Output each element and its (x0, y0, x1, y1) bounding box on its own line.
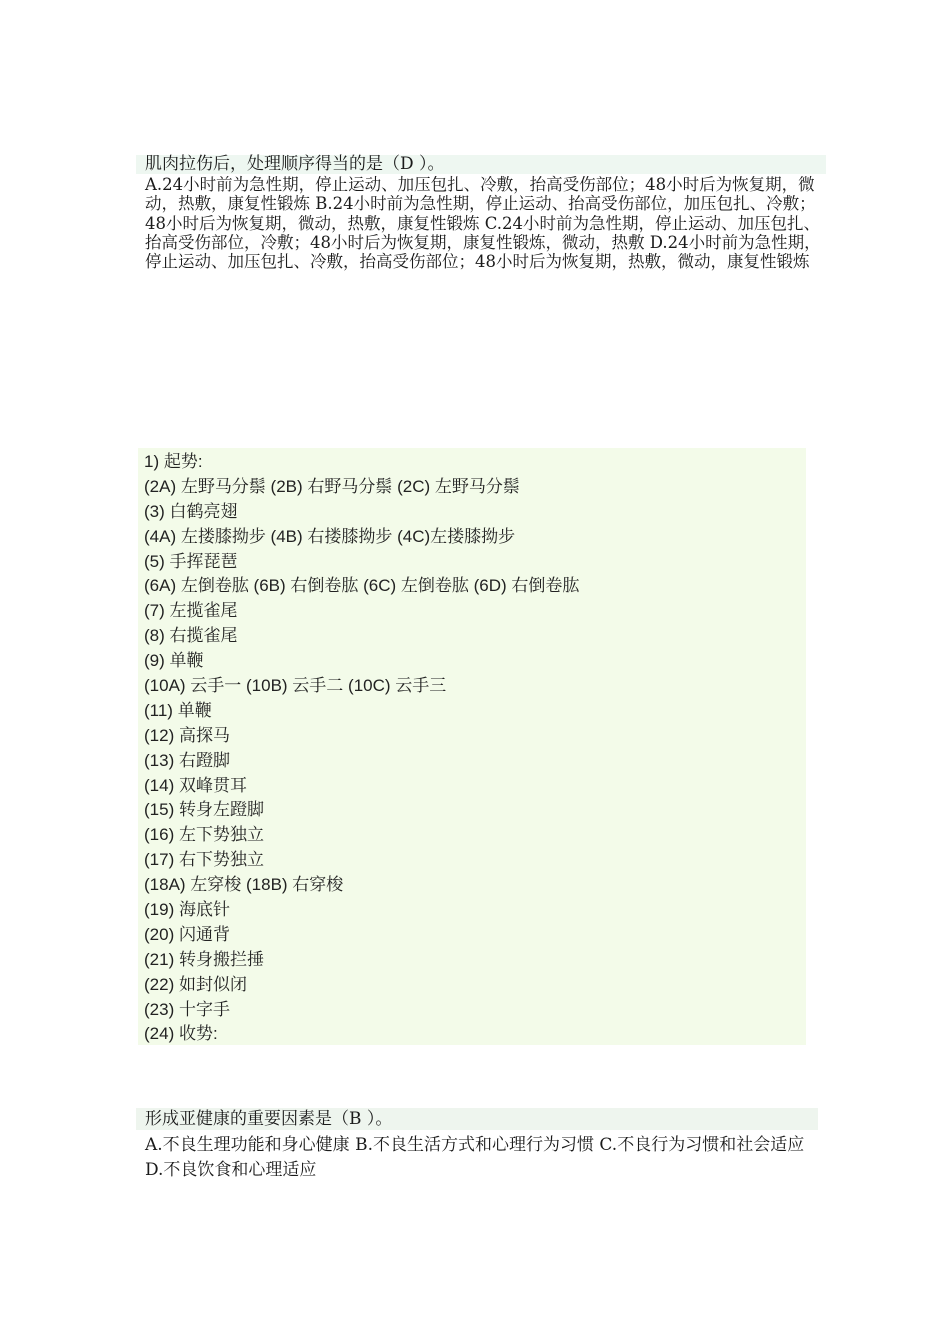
move-item: (17) 右下势独立 (144, 850, 264, 870)
move-item: (10A) 云手一 (10B) 云手二 (10C) 云手三 (144, 676, 447, 696)
question-1 (136, 155, 826, 271)
question-1-options: A.24小时前为急性期，停止运动、加压包扎、冷敷，抬高受伤部位；48小时后为恢复期，微动，热敷，康复性锻炼 B.24小时前为急性期，停止运动、抬高受伤部位，加压包扎、冷敷；48小时后为恢复期，微动，热敷，康复性锻炼 C.24小时前为急性期，停止运动、加压包扎、抬高受伤部位，冷敷；48小时后为恢复期，康复性锻炼，微动，热敷 D.24小时前为急性期，停止运动、加压包扎、冷敷，抬高受伤部位；48小时后为恢复期，热敷，微动，康复性锻炼 (145, 175, 821, 272)
move-item: (18A) 左穿梭 (18B) 右穿梭 (144, 875, 344, 895)
move-item: (13) 右蹬脚 (144, 750, 230, 770)
move-item: (14) 双峰贯耳 (144, 775, 247, 795)
move-item: (12) 高探马 (144, 725, 230, 745)
move-item: (22) 如封似闭 (144, 974, 247, 994)
move-item: (2A) 左野马分鬃 (2B) 右野马分鬃 (2C) 左野马分鬃 (144, 476, 520, 496)
move-item: (20) 闪通背 (144, 924, 230, 944)
move-item: (6A) 左倒卷肱 (6B) 右倒卷肱 (6C) 左倒卷肱 (6D) 右倒卷肱 (144, 576, 580, 596)
move-item: (4A) 左搂膝拗步 (4B) 右搂膝拗步 (4C)左搂膝拗步 (144, 526, 516, 546)
move-item: (9) 单鞭 (144, 651, 204, 671)
move-item: (11) 单鞭 (144, 700, 212, 720)
question-2-title: 形成亚健康的重要因素是（B ）。 (136, 1108, 818, 1130)
move-item: (23) 十字手 (144, 999, 230, 1019)
move-item: (5) 手挥琵琶 (144, 551, 238, 571)
move-item: (8) 右揽雀尾 (144, 626, 238, 646)
question-2-options: A.不良生理功能和身心健康 B.不良生活方式和心理行为习惯 C.不良行为习惯和社会适应 D.不良饮食和心理适应 (145, 1135, 805, 1180)
move-item: (15) 转身左蹬脚 (144, 800, 264, 820)
move-item: 1) 起势: (144, 452, 203, 471)
question-2 (136, 1108, 818, 1183)
move-item: (19) 海底针 (144, 900, 230, 920)
move-item: (7) 左揽雀尾 (144, 601, 238, 621)
move-item: (24) 收势: (144, 1024, 218, 1044)
taichi-moves-list (138, 448, 806, 1045)
move-item: (3) 白鹤亮翅 (144, 501, 238, 521)
move-item: (16) 左下势独立 (144, 825, 264, 845)
move-item: (21) 转身搬拦捶 (144, 949, 264, 969)
question-1-title: 肌肉拉伤后，处理顺序得当的是（D ）。 (136, 155, 826, 174)
